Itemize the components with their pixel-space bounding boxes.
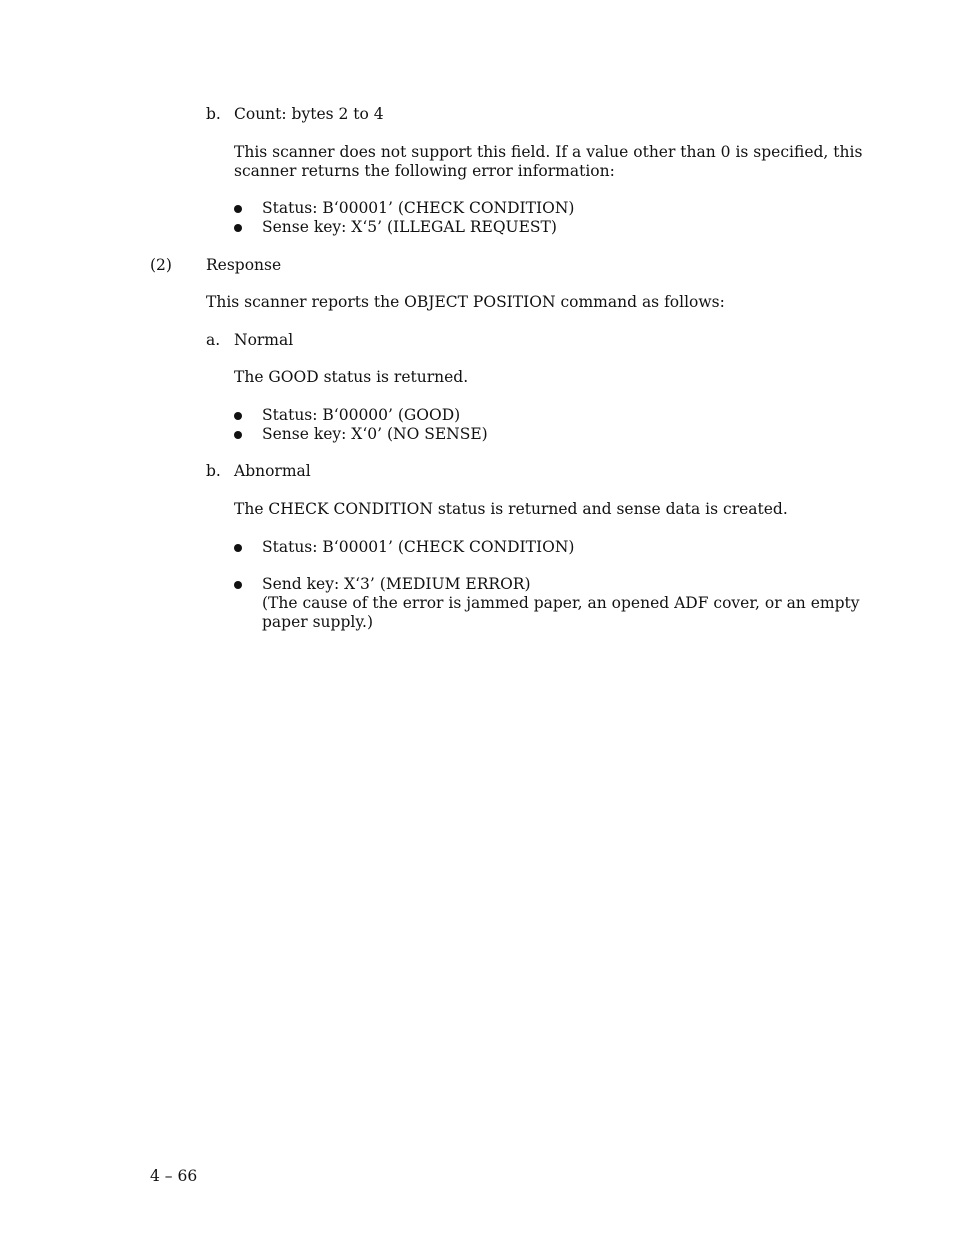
count-paragraph-line2: scanner returns the following error information: [234, 162, 615, 180]
count-heading: Count: bytes 2 to 4 [234, 105, 384, 123]
list-marker-b: b. [206, 105, 221, 123]
response-intro: This scanner reports the OBJECT POSITION command as follows: [206, 293, 725, 311]
count-status-item: Status: B‘00001’ (CHECK CONDITION) [262, 199, 575, 217]
normal-text: The GOOD status is returned. [234, 368, 469, 386]
list-marker-b: b. [206, 462, 221, 480]
list-marker-a: a. [206, 331, 221, 349]
abnormal-send-key-item: Send key: X‘3’ (MEDIUM ERROR) [262, 575, 531, 593]
abnormal-heading: Abnormal [234, 462, 311, 480]
bullet-icon [234, 412, 242, 420]
abnormal-text: The CHECK CONDITION status is returned and sense data is created. [234, 500, 788, 518]
normal-status-item: Status: B‘00000’ (GOOD) [262, 406, 461, 424]
page-number: 4 – 66 [150, 1167, 198, 1185]
normal-heading: Normal [234, 331, 294, 349]
section-number: (2) [150, 256, 172, 274]
bullet-icon [234, 431, 242, 439]
count-sense-key-item: Sense key: X‘5’ (ILLEGAL REQUEST) [262, 218, 557, 236]
abnormal-cause-line1: (The cause of the error is jammed paper, an opened ADF cover, or an empty [262, 594, 860, 612]
bullet-icon [234, 544, 242, 552]
bullet-icon [234, 224, 242, 232]
bullet-icon [234, 581, 242, 589]
section-title: Response [206, 256, 282, 274]
count-paragraph-line1: This scanner does not support this field. If a value other than 0 is specified, this [234, 143, 863, 161]
abnormal-status-item: Status: B‘00001’ (CHECK CONDITION) [262, 538, 575, 556]
bullet-icon [234, 205, 242, 213]
abnormal-cause-line2: paper supply.) [262, 613, 374, 631]
normal-sense-key-item: Sense key: X‘0’ (NO SENSE) [262, 425, 488, 443]
